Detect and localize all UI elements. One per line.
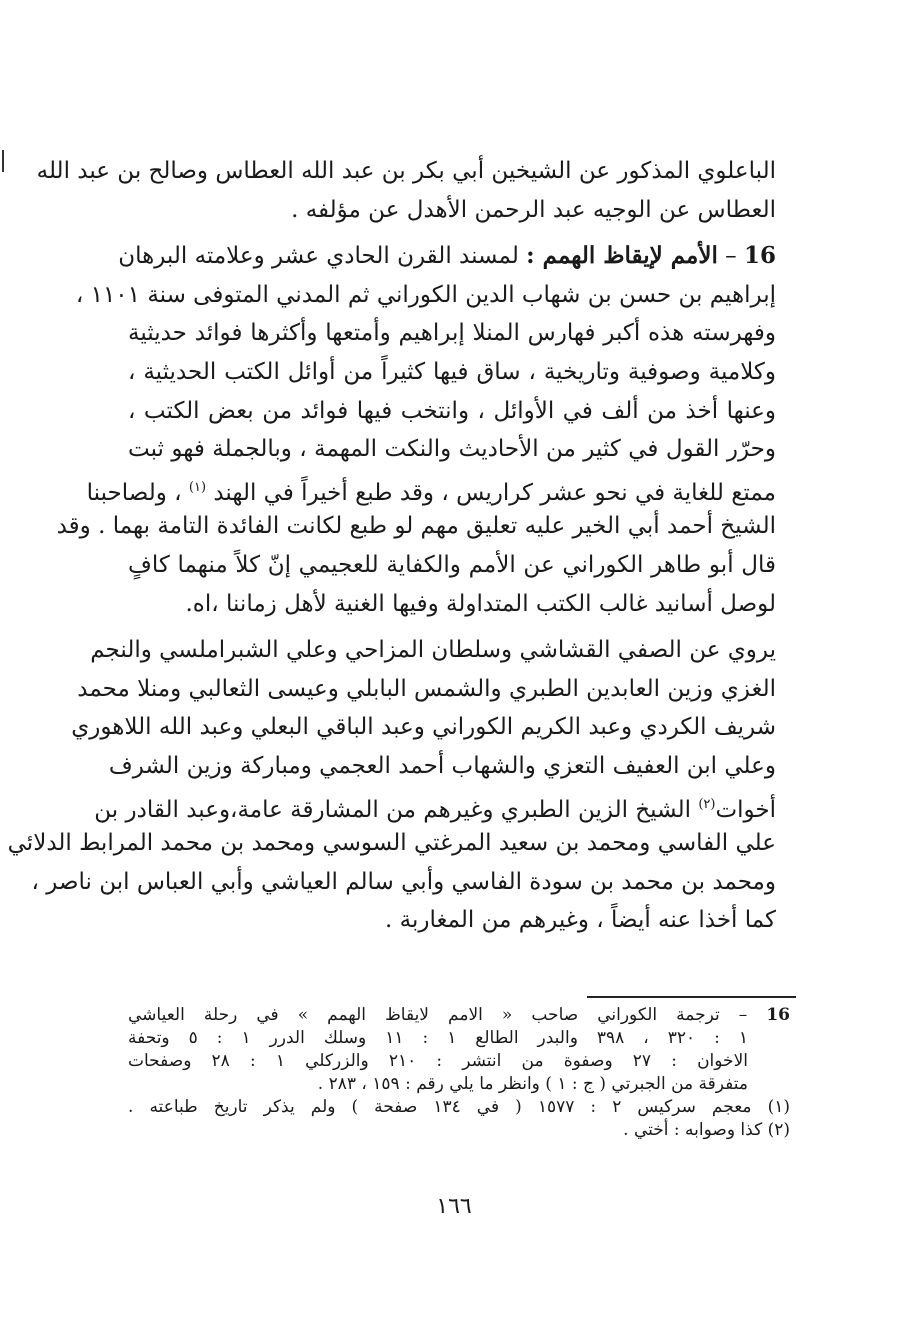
entry-number: 16 — [743, 242, 776, 270]
text-line: كما أخذا عنه أيضاً ، وغيرهم من المغاربة . — [385, 907, 776, 934]
entry-dash: – — [725, 243, 737, 270]
text-line: وعلي ابن العفيف التعزي والشهاب أحمد العجمي ومباركة وزين الشرف — [108, 752, 776, 779]
text-line: الباعلوي المذكور عن الشيخين أبي بكر بن عبد الله العطاس وصالح بن عبد الله — [36, 158, 776, 184]
footnote-marker: (٢) — [698, 796, 716, 812]
footnote-line: الاخوان : ٢٧ وصفوة من انتشر : ٢١٠ والزركلي ١ : ٢٨ وصفحات — [128, 1051, 748, 1071]
footnote-line — [128, 1004, 790, 1027]
footnote-text: معجم سركيس ٢ : ١٥٧٧ ( في ١٣٤ صفحة ) ولم يذكر تاريخ طباعته . — [128, 1097, 752, 1117]
text-line-with-footnote — [94, 786, 776, 825]
text-line: ومحمد بن محمد بن سودة الفاسي وأبي سالم العياشي وأبي العباس ابن ناصر ، — [31, 868, 776, 895]
entry-heading-line — [118, 237, 776, 276]
footnote-dash: – — [738, 1005, 748, 1025]
main-text — [7, 152, 776, 940]
footnote-line: ١ : ٣٢٠ ، ٣٩٨ والبدر الطالع ١ : ١١ وسلك الدرر ١ : ٥ وتحفة — [128, 1028, 749, 1048]
text-line: وحرّر القول في كثير من الأحاديث والنكت المهمة ، وبالجملة فهو ثبت — [128, 436, 776, 463]
text-line-with-footnote — [86, 469, 776, 508]
text-line: وفهرسته هذه أكبر فهارس المنلا إبراهيم وأمتعها وأكثرها فوائد حديثية — [128, 320, 776, 347]
margin-mark — [2, 150, 4, 172]
entry-title: الأمم لإيقاظ الهمم : — [526, 242, 718, 270]
text-line: علي الفاسي ومحمد بن سعيد المرغتي السوسي ومحمد بن محمد المرابط الدلائي — [7, 830, 776, 857]
text-line: يروي عن الصفي القشاشي وسلطان المزاحي وعلي الشبراملسي والنجم — [90, 637, 776, 664]
footnote-line: متفرقة من الجبرتي ( ج : ١ ) وانظر ما يلي رقم : ١٥٩ ، ٢٨٣ . — [317, 1074, 748, 1094]
text-line: قال أبو طاهر الكوراني عن الأمم والكفاية للعجيمي إنّ كلاً منهما كافٍ — [128, 551, 776, 578]
text-line: إبراهيم بن حسن بن شهاب الدين الكوراني ثم المدني المتوفى سنة ١١٠١ ، — [75, 281, 776, 308]
text-line: وعنها أخذ من ألف في الأوائل ، وانتخب فيها فوائد من بعض الكتب ، — [128, 397, 776, 424]
footnote-marker: (١) — [767, 1097, 790, 1117]
text-segment: أخوات — [715, 796, 776, 823]
footnote-entry-number: 16 — [766, 1005, 791, 1025]
footnote-line — [128, 1096, 790, 1119]
footnote-marker: (٢) — [767, 1120, 790, 1140]
text-line: الشيخ أحمد أبي الخير عليه تعليق مهم لو طبع لكانت الفائدة التامة بهما . وقد — [56, 513, 776, 540]
text-line: شريف الكردي وعبد الكريم الكوراني وعبد الباقي البعلي وعبد الله اللاهوري — [71, 714, 776, 741]
footnote-separator — [587, 996, 796, 998]
text-line: الغزي وزين العابدين الطبري والشمس البابلي وعيسى الثعالبي ومنلا محمد — [77, 675, 776, 702]
page-number: ١٦٦ — [436, 1194, 472, 1219]
text-line: لوصل أسانيد غالب الكتب المتداولة وفيها الغنية لأهل زماننا ،اه. — [185, 590, 776, 617]
text-line: العطاس عن الوجيه عبد الرحمن الأهدل عن مؤلفه . — [291, 196, 776, 223]
footnote-text: ترجمة الكوراني صاحب « الامم لايقاظ الهمم » في رحلة العياشي — [128, 1005, 720, 1025]
text-segment: ، ولصاحبنا — [86, 479, 189, 506]
footnote-line — [128, 1119, 790, 1142]
footnote-text: كذا وصوابه : أختي . — [623, 1120, 763, 1140]
text-segment: ممتع للغاية في نحو عشر كراريس ، وقد طبع أخيراً في الهند — [213, 479, 776, 506]
footnotes — [128, 1004, 790, 1142]
footnote-marker: (١) — [188, 479, 207, 495]
text-line: وكلامية وصوفية وتاريخية ، ساق فيها كثيراً من أوائل الكتب الحديثية ، — [128, 358, 776, 385]
text-segment: الشيخ الزين الطبري وغيرهم من المشارقة عامة،وعبد القادر بن — [94, 796, 699, 823]
entry-heading-text: لمسند القرن الحادي عشر وعلامته البرهان — [118, 243, 519, 270]
